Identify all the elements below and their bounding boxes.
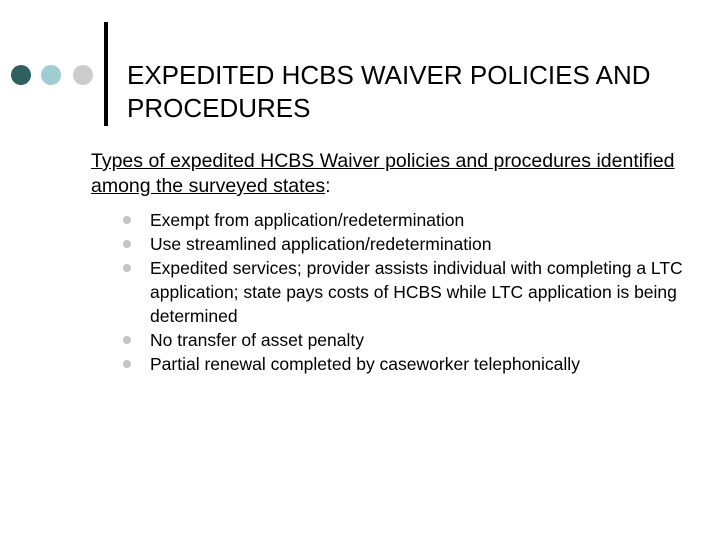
dark-dot-icon	[11, 65, 31, 85]
bullet-icon	[123, 336, 131, 344]
decorative-dots	[11, 65, 95, 85]
list-item	[123, 232, 713, 256]
bullet-list	[123, 208, 713, 376]
list-item	[123, 256, 713, 328]
bullet-text: Use streamlined application/redetermination	[150, 234, 492, 254]
title-divider	[104, 22, 108, 126]
bullet-icon	[123, 264, 131, 272]
teal-dot-icon	[41, 65, 61, 85]
list-item	[123, 208, 713, 232]
intro-text	[91, 149, 701, 199]
bullet-icon	[123, 240, 131, 248]
bullet-text: Exempt from application/redetermination	[150, 210, 465, 230]
bullet-text: No transfer of asset penalty	[150, 330, 364, 350]
list-item	[123, 328, 713, 352]
bullet-text: Partial renewal completed by caseworker telephonically	[150, 354, 580, 374]
bullet-icon	[123, 216, 131, 224]
slide-title: EXPEDITED HCBS WAIVER POLICIES AND PROCEDURES	[127, 60, 651, 124]
intro-underlined: Types of expedited HCBS Waiver policies and procedures identified among the surveyed states	[91, 150, 675, 197]
intro-colon: :	[325, 175, 331, 197]
gray-dot-icon	[73, 65, 93, 85]
bullet-icon	[123, 360, 131, 368]
bullet-text: Expedited services; provider assists individual with completing a LTC application; state pays costs of HCBS while LTC application is being determined	[150, 258, 683, 326]
list-item	[123, 352, 713, 376]
